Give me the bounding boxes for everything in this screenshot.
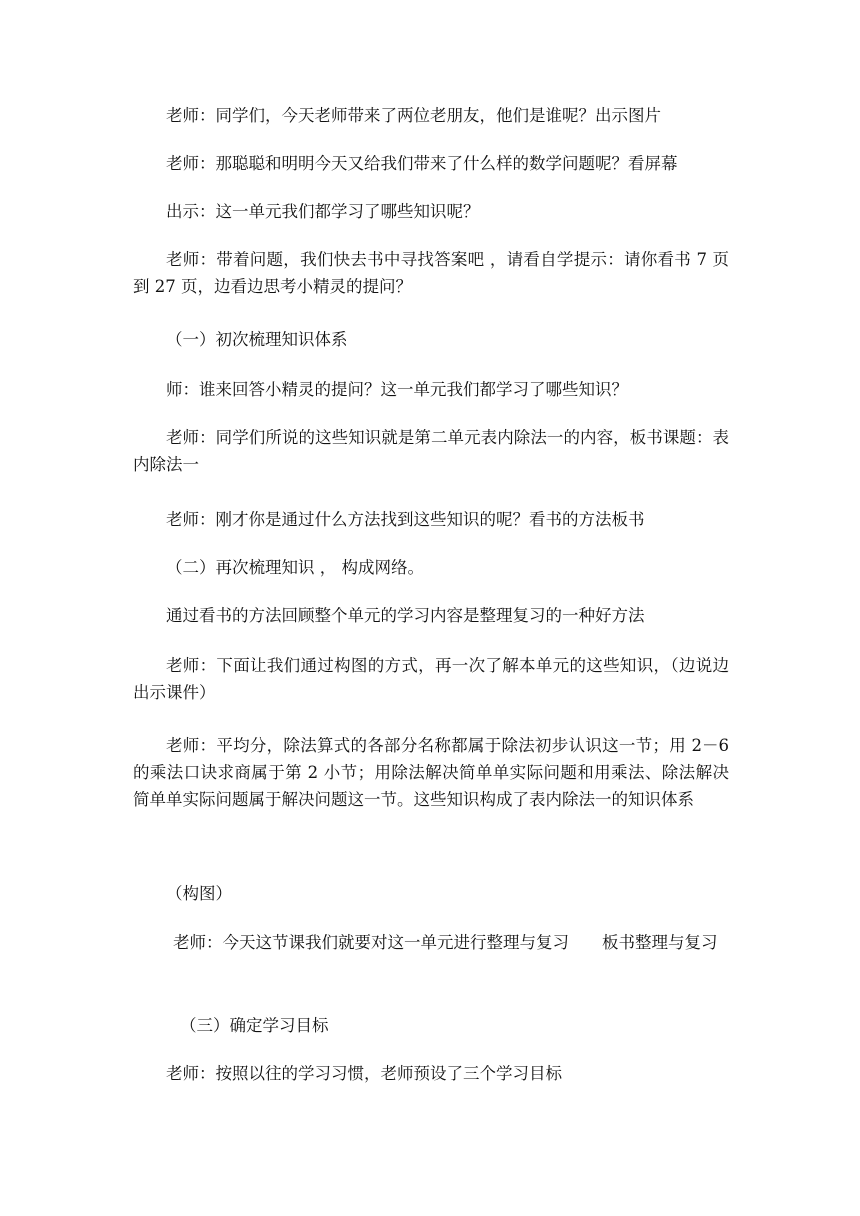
paragraph-1: 老师：同学们，今天老师带来了两位老朋友，他们是谁呢？出示图片: [166, 106, 661, 125]
paragraph-7: 老师：刚才你是通过什么方法找到这些知识的呢？看书的方法板书: [166, 510, 645, 529]
section-heading-3: （三）确定学习目标: [180, 1016, 329, 1035]
section-heading-2: （二）再次梳理知识 ， 构成网络。: [166, 558, 424, 577]
paragraph-4: 老师：带着问题，我们快去书中寻找答案吧 ，请看自学提示：请你看书 7 页到 27 页，边看边思考小精灵的提问？: [133, 250, 729, 296]
section-heading-1: （一）初次梳理知识体系: [166, 330, 348, 349]
paragraph-6: 老师：同学们所说的这些知识就是第二单元表内除法一的内容，板书课题：表内除法一: [133, 428, 729, 474]
paragraph-3: 出示：这一单元我们都学习了哪些知识呢？: [166, 202, 480, 221]
paragraph-10: 老师：平均分，除法算式的各部分名称都属于除法初步认识这一节；用 2－6 的乘法口诀求商属于第 2 小节；用除法解决简单单实际问题和用乘法、除法解决简单单实际问题属于解决问题这一节。这些知识构成了表内除法一的知识体系: [133, 736, 729, 809]
paragraph-8: 通过看书的方法回顾整个单元的学习内容是整理复习的一种好方法: [166, 606, 645, 625]
paragraph-5: 师：谁来回答小精灵的提问？这一单元我们都学习了哪些知识？: [166, 380, 628, 399]
paragraph-12: 老师：按照以往的学习习惯，老师预设了三个学习目标: [166, 1064, 562, 1083]
paragraph-9: 老师：下面让我们通过构图的方式，再一次了解本单元的这些知识，（边说边出示课件）: [133, 656, 729, 702]
paragraph-11: 老师：今天这节课我们就要对这一单元进行整理与复习 板书整理与复习: [173, 933, 718, 952]
paragraph-2: 老师：那聪聪和明明今天又给我们带来了什么样的数学问题呢？看屏幕: [166, 154, 678, 173]
paragraph-figure-note: （构图）: [166, 884, 232, 903]
